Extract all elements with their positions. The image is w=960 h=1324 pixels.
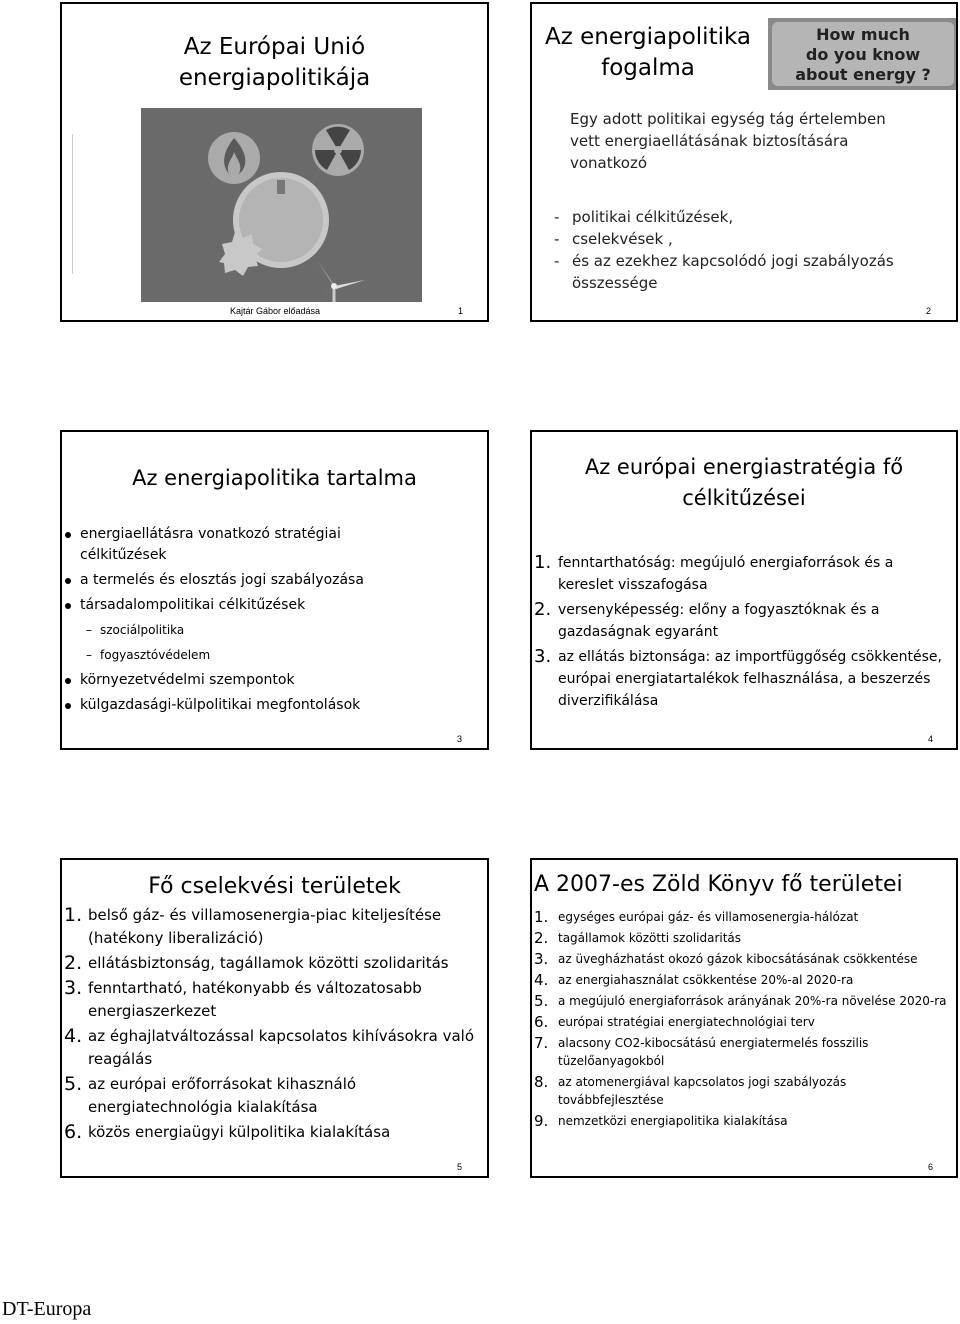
divider <box>72 134 73 274</box>
list-item: - és az ezekhez kapcsolódó jogi szabályozás összessége <box>554 252 894 292</box>
list-item: környezetvédelmi szempontok <box>62 670 422 691</box>
slide-number: 6 <box>928 1162 934 1172</box>
slide-title: Az energiapolitika tartalma <box>132 466 417 490</box>
watermark-footer: DT-Europa <box>2 1298 92 1320</box>
list-item: 4. az éghajlatváltozással kapcsolatos kihívásokra való reagálás <box>64 1025 475 1068</box>
slide-number: 5 <box>457 1162 463 1172</box>
list-item: 1. egységes európai gáz- és villamosenergia-hálózat <box>534 908 859 926</box>
list-item: 7. alacsony CO2-kibocsátású energiatermelés fosszilis tüzelőanyagokból <box>534 1034 869 1068</box>
slide-number: 1 <box>458 306 464 316</box>
list-item: társadalompolitikai célkitűzések <box>62 595 422 616</box>
list-item: 1. belső gáz- és villamosenergia-piac kiteljesítése (hatékony liberalizáció) <box>64 904 442 947</box>
slide-4 <box>530 430 958 750</box>
slide-6 <box>530 858 958 1178</box>
list-item: 8. az atomenergiával kapcsolatos jogi szabályozás továbbfejlesztése <box>534 1073 847 1107</box>
list-item: 3. fenntartható, hatékonyabb és változatosabb energiaszerkezet <box>64 977 422 1020</box>
list-item: 6. közös energiaügyi külpolitika kialakítása <box>64 1121 391 1143</box>
slide-title: A 2007-es Zöld Könyv fő területei <box>534 872 903 897</box>
list-item: 6. európai stratégiai energiatechnológiai terv <box>534 1013 815 1031</box>
author-caption: Kajtár Gábor előadása <box>230 306 321 316</box>
bullet-list <box>62 524 422 720</box>
list-item: 4. az energiahasználat csökkentése 20%-al 2020-ra <box>534 971 854 989</box>
energy-symbols-image <box>141 108 422 302</box>
slide-title: Az Európai Unió energiapolitikája <box>178 34 371 91</box>
slide-number: 2 <box>926 306 932 316</box>
slide-title: Az energiapolitika fogalma <box>544 24 751 81</box>
logo-text-3: about energy ? <box>795 65 931 84</box>
sub-list-item: – fogyasztóvédelem <box>62 645 422 666</box>
slide-2 <box>530 2 958 322</box>
list-item: a termelés és elosztás jogi szabályozása <box>62 570 422 591</box>
numbered-list <box>532 552 952 715</box>
list-item: 2. versenyképesség: előny a fogyasztóknak és a gazdaságnak egyaránt <box>534 599 880 640</box>
list-item: energiaellátásra vonatkozó stratégiai célkitűzések <box>62 524 422 566</box>
dash-list <box>554 206 934 294</box>
list-item: - cselekvések , <box>554 230 673 248</box>
list-item: 2. tagállamok közötti szolidaritás <box>534 929 742 947</box>
list-item: külgazdasági-külpolitikai megfontolások <box>62 695 422 716</box>
logo-text-2: do you know <box>805 45 921 64</box>
slide-number: 3 <box>457 734 463 744</box>
slide-title: Az európai energiastratégia fő célkitűzései <box>584 455 904 510</box>
list-item: 9. nemzetközi energiapolitika kialakítása <box>534 1112 788 1130</box>
slide-3 <box>60 430 489 750</box>
list-item: 5. az európai erőforrásokat kihasználó energiatechnológia kialakítása <box>64 1073 357 1116</box>
list-item: - politikai célkitűzések, <box>554 208 734 226</box>
list-item: 3. az ellátás biztonsága: az importfüggőség csökkentése, európai energiatartalékok felhasználása, a beszerzés diverzifikálása <box>534 646 942 709</box>
slide-number: 4 <box>928 734 934 744</box>
logo-text-1: How much <box>816 25 910 44</box>
numbered-list <box>62 904 482 1146</box>
slide-title: Fő cselekvési területek <box>148 874 401 899</box>
energy-quiz-logo <box>768 18 958 90</box>
list-item: 3. az üvegházhatást okozó gázok kibocsátásának csökkentése <box>534 950 918 968</box>
definition-text: Egy adott politikai egység tág értelemben vett energiaellátásának biztosítására vonatkozó <box>570 110 886 172</box>
numbered-list <box>532 908 952 1133</box>
list-item: 5. a megújuló energiaforrások arányának 20%-ra növelése 2020-ra <box>534 992 947 1010</box>
slide-5 <box>60 858 489 1178</box>
slide-1 <box>60 2 489 322</box>
sub-list-item: – szociálpolitika <box>62 620 422 641</box>
list-item: 1. fenntarthatóság: megújuló energiaforrások és a kereslet visszafogása <box>534 552 894 593</box>
list-item: 2. ellátásbiztonság, tagállamok közötti szolidaritás <box>64 952 449 974</box>
